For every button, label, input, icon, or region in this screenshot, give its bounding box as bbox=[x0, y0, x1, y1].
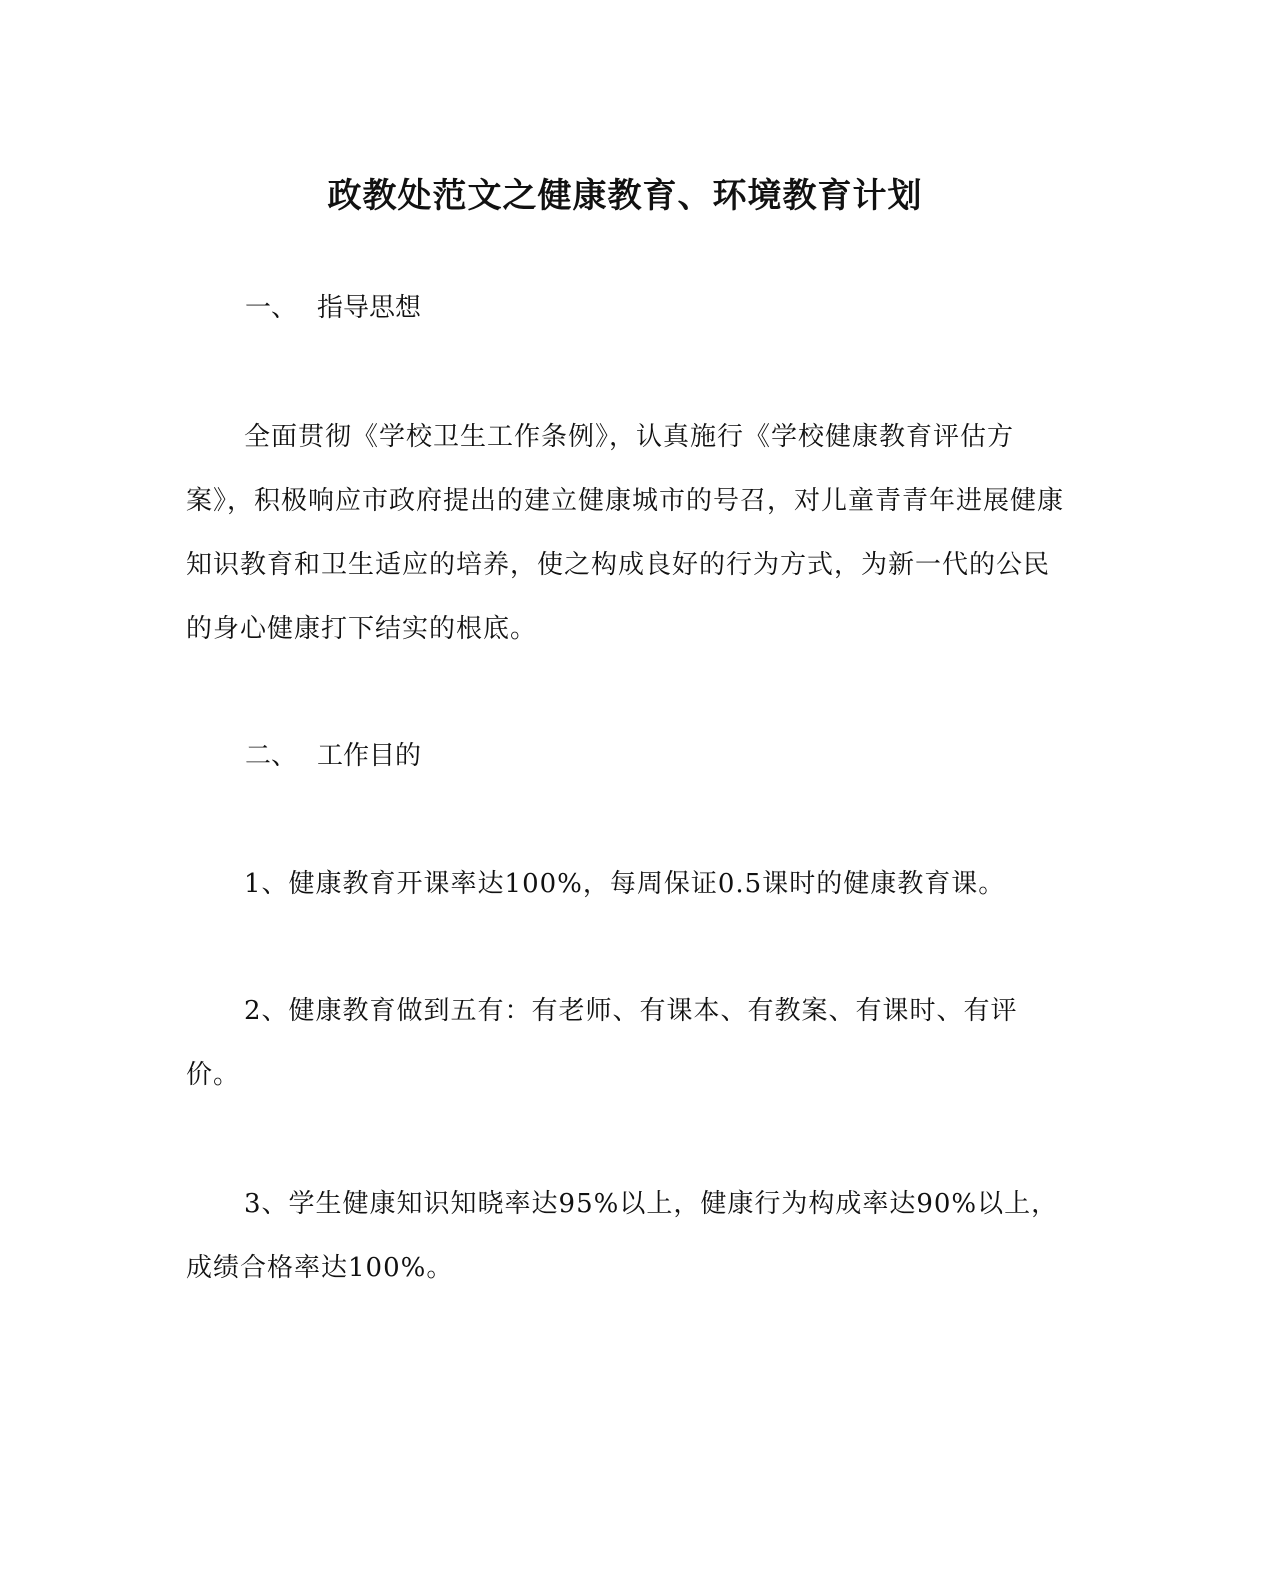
section-heading-text: 指导思想 bbox=[317, 293, 422, 323]
section-heading-work-goals bbox=[245, 736, 421, 776]
paragraph-goal-2: 2、健康教育做到五有：有老师、有课本、有教案、有课时、有评价。 bbox=[186, 996, 1018, 1090]
section-heading-text: 工作目的 bbox=[317, 741, 422, 771]
section-number: 二、 bbox=[245, 741, 298, 771]
section-heading-guiding-ideology bbox=[245, 288, 421, 328]
section-number: 一、 bbox=[245, 293, 298, 323]
paragraph-goal-3: 3、学生健康知识知晓率达95%以上，健康行为构成率达90%以上，成绩合格率达100%。 bbox=[186, 1189, 1059, 1283]
document-title: 政教处范文之健康教育、环境教育计划 bbox=[327, 176, 923, 216]
paragraph-guiding-ideology: 全面贯彻《学校卫生工作条例》，认真施行《学校健康教育评估方案》，积极响应市政府提出的建立健康城市的号召，对儿童青青年进展健康知识教育和卫生适应的培养，使之构成良好的行为方式，为新一代的公民的身心健康打下结实的根底。 bbox=[186, 422, 1065, 644]
paragraph-goal-1: 1、健康教育开课率达100%，每周保证0.5课时的健康教育课。 bbox=[244, 869, 1006, 899]
